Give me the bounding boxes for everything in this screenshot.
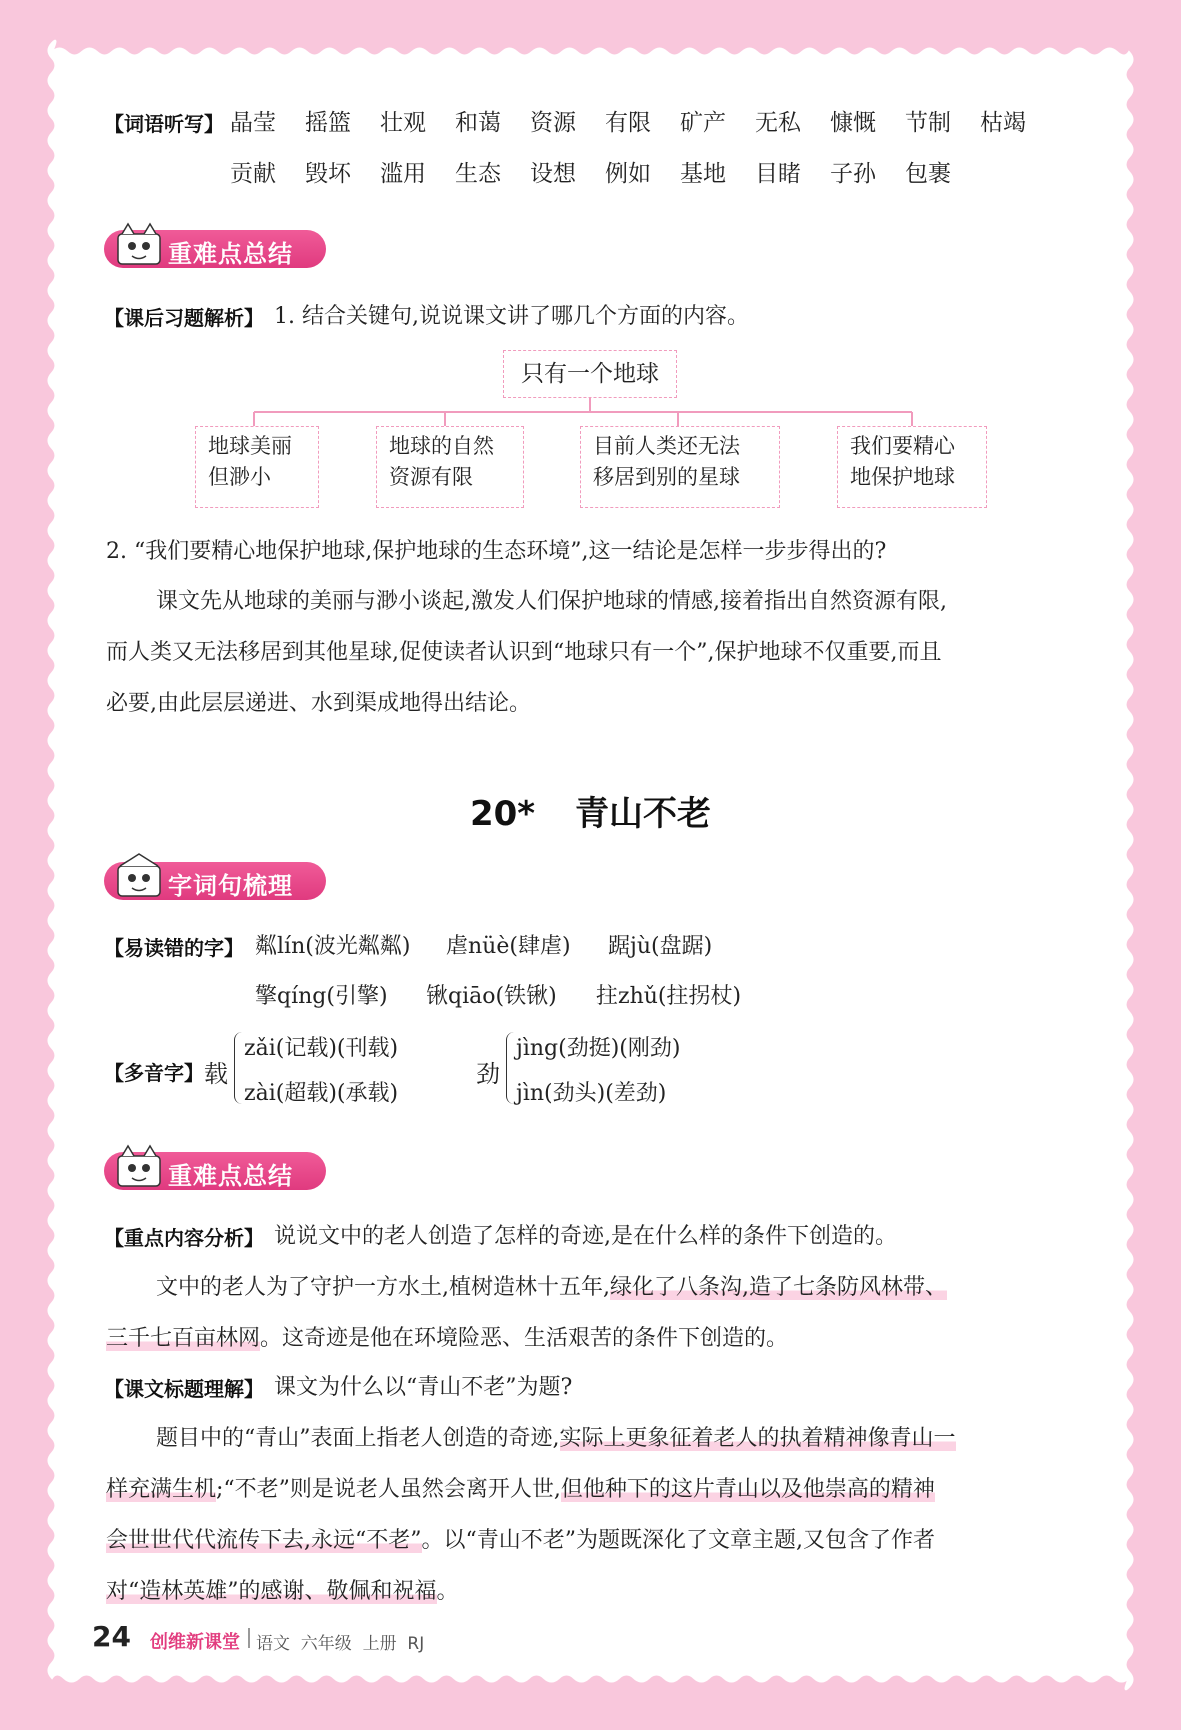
tree-node-1 xyxy=(195,426,319,508)
node-line: 我们要精心 xyxy=(850,434,955,458)
dictation-word: 包裹 xyxy=(905,161,951,187)
book-mascot-icon xyxy=(110,852,168,904)
analysis-label: 【重点内容分析】 xyxy=(104,1226,264,1250)
node-line: 地保护地球 xyxy=(850,465,955,489)
text: 。 xyxy=(436,1579,459,1604)
misread-item: 擎qíng(引擎) xyxy=(255,984,388,1009)
analysis-answer-line-2 xyxy=(106,1321,788,1352)
banner-text: 重难点总结 xyxy=(168,1162,293,1190)
polyphone-label: 【多音字】 xyxy=(104,1061,204,1085)
node-line: 移居到别的星球 xyxy=(593,465,740,489)
book-info: 语文 六年级 上册 RJ xyxy=(256,1634,425,1654)
misread-label: 【易读错的字】 xyxy=(104,936,244,960)
misread-item: 踞jù(盘踞) xyxy=(608,934,713,959)
reading: jìn(劲头)(差劲) xyxy=(516,1081,667,1106)
misread-item: 锹qiāo(铁锹) xyxy=(426,984,557,1009)
title-answer-line-2 xyxy=(106,1472,935,1503)
dictation-word: 基地 xyxy=(680,161,726,187)
dictation-word: 晶莹 xyxy=(230,110,276,136)
node-line: 目前人类还无法 xyxy=(593,434,740,458)
dictation-word: 无私 xyxy=(755,110,801,136)
dictation-word: 有限 xyxy=(605,110,651,136)
tree-node-2 xyxy=(376,426,524,508)
reading: zǎi(记载)(刊载) xyxy=(244,1036,399,1061)
dictation-word: 毁坏 xyxy=(305,161,351,187)
dictation-word: 摇篮 xyxy=(305,110,351,136)
dictation-word: 贡献 xyxy=(230,161,276,187)
section-banner-words xyxy=(104,858,326,902)
analysis-answer-line-1 xyxy=(156,1270,947,1301)
lesson-name: 青山不老 xyxy=(575,794,712,834)
text: ;“不老”则是说老人虽然会离开人世, xyxy=(216,1477,561,1502)
misread-item: 粼lín(波光粼粼) xyxy=(255,934,411,959)
title-question-label: 【课文标题理解】 xyxy=(104,1377,264,1401)
node-line: 地球美丽 xyxy=(208,434,292,458)
dictation-word: 枯竭 xyxy=(980,110,1026,136)
lesson-title xyxy=(0,786,1181,835)
reading: zài(超载)(承载) xyxy=(244,1081,399,1106)
dictation-word: 目睹 xyxy=(755,161,801,187)
title-answer-line-1 xyxy=(156,1421,956,1452)
polyphone-char-1: 载 xyxy=(204,1060,228,1088)
answer-2-line-3: 必要,由此层层递进、水到渠成地得出结论。 xyxy=(106,691,531,716)
dictation-word: 设想 xyxy=(530,161,576,187)
highlight-text: 会世世代代流传下去,永远“不老” xyxy=(106,1528,422,1553)
dictation-word: 节制 xyxy=(905,110,951,136)
misread-item: 拄zhǔ(拄拐杖) xyxy=(596,984,742,1009)
dictation-word: 例如 xyxy=(605,161,651,187)
title-answer-line-3 xyxy=(106,1523,935,1554)
tree-root: 只有一个地球 xyxy=(503,350,677,398)
banner-text: 字词句梳理 xyxy=(168,872,293,900)
highlight-text: 但他种下的这片青山以及他崇高的精神 xyxy=(560,1477,935,1502)
text: 。这奇迹是他在环境险恶、生活艰苦的条件下创造的。 xyxy=(260,1326,789,1351)
answer-2-line-1: 课文先从地球的美丽与渺小谈起,激发人们保护地球的情感,接着指出自然资源有限, xyxy=(156,589,947,614)
text: 。以“青山不老”为题既深化了文章主题,又包含了作者 xyxy=(421,1528,935,1553)
analysis-question: 说说文中的老人创造了怎样的奇迹,是在什么样的条件下创造的。 xyxy=(274,1224,897,1249)
dictation-word: 矿产 xyxy=(680,110,726,136)
highlight-text: 三千七百亩林网 xyxy=(106,1326,261,1351)
dictation-word: 子孙 xyxy=(830,161,876,187)
text: 题目中的“青山”表面上指老人创造的奇迹, xyxy=(156,1426,560,1451)
section-banner-key-points-2 xyxy=(104,1148,326,1192)
highlight-text: 实际上更象征着老人的执着精神像青山一 xyxy=(559,1426,956,1451)
polyphone-char-2: 劲 xyxy=(476,1060,500,1088)
answer-2-line-2: 而人类又无法移居到其他星球,促使读者认识到“地球只有一个”,保护地球不仅重要,而且 xyxy=(106,640,942,665)
reading: jìng(劲挺)(刚劲) xyxy=(516,1036,681,1061)
exercise-label: 【课后习题解析】 xyxy=(104,306,264,330)
node-line: 资源有限 xyxy=(389,465,473,489)
misread-item: 虐nüè(肆虐) xyxy=(446,934,571,959)
dictation-word: 和蔼 xyxy=(455,110,501,136)
dictation-word: 慷慨 xyxy=(830,110,876,136)
question-2: 2. “我们要精心地保护地球,保护地球的生态环境”,这一结论是怎样一步步得出的? xyxy=(106,539,887,564)
question-1: 1. 结合关键句,说说课文讲了哪几个方面的内容。 xyxy=(274,304,749,329)
highlight-text: 样充满生机 xyxy=(106,1477,217,1502)
text: 文中的老人为了守护一方水土,植树造林十五年, xyxy=(156,1275,610,1300)
tree-node-3 xyxy=(580,426,780,508)
book-mascot-icon xyxy=(110,1142,168,1194)
highlight-text: 绿化了八条沟,造了七条防风林带、 xyxy=(610,1275,947,1300)
lesson-number: 20* xyxy=(469,794,536,834)
dictation-word: 生态 xyxy=(455,161,501,187)
tree-node-4 xyxy=(837,426,987,508)
node-line: 但渺小 xyxy=(208,465,271,489)
page-number: 24 xyxy=(92,1620,131,1653)
dictation-word: 资源 xyxy=(530,110,576,136)
footer-divider xyxy=(248,1628,250,1648)
node-line: 地球的自然 xyxy=(389,434,494,458)
title-question: 课文为什么以“青山不老”为题? xyxy=(274,1375,573,1400)
highlight-text: 对“造林英雄”的感谢、敬佩和祝福 xyxy=(106,1579,437,1604)
dictation-label: 【词语听写】 xyxy=(104,112,224,136)
banner-text: 重难点总结 xyxy=(168,240,293,268)
dictation-word: 滥用 xyxy=(380,161,426,187)
brand-name: 创维新课堂 xyxy=(150,1632,240,1653)
title-answer-line-4 xyxy=(106,1574,459,1605)
dictation-word: 壮观 xyxy=(380,110,426,136)
